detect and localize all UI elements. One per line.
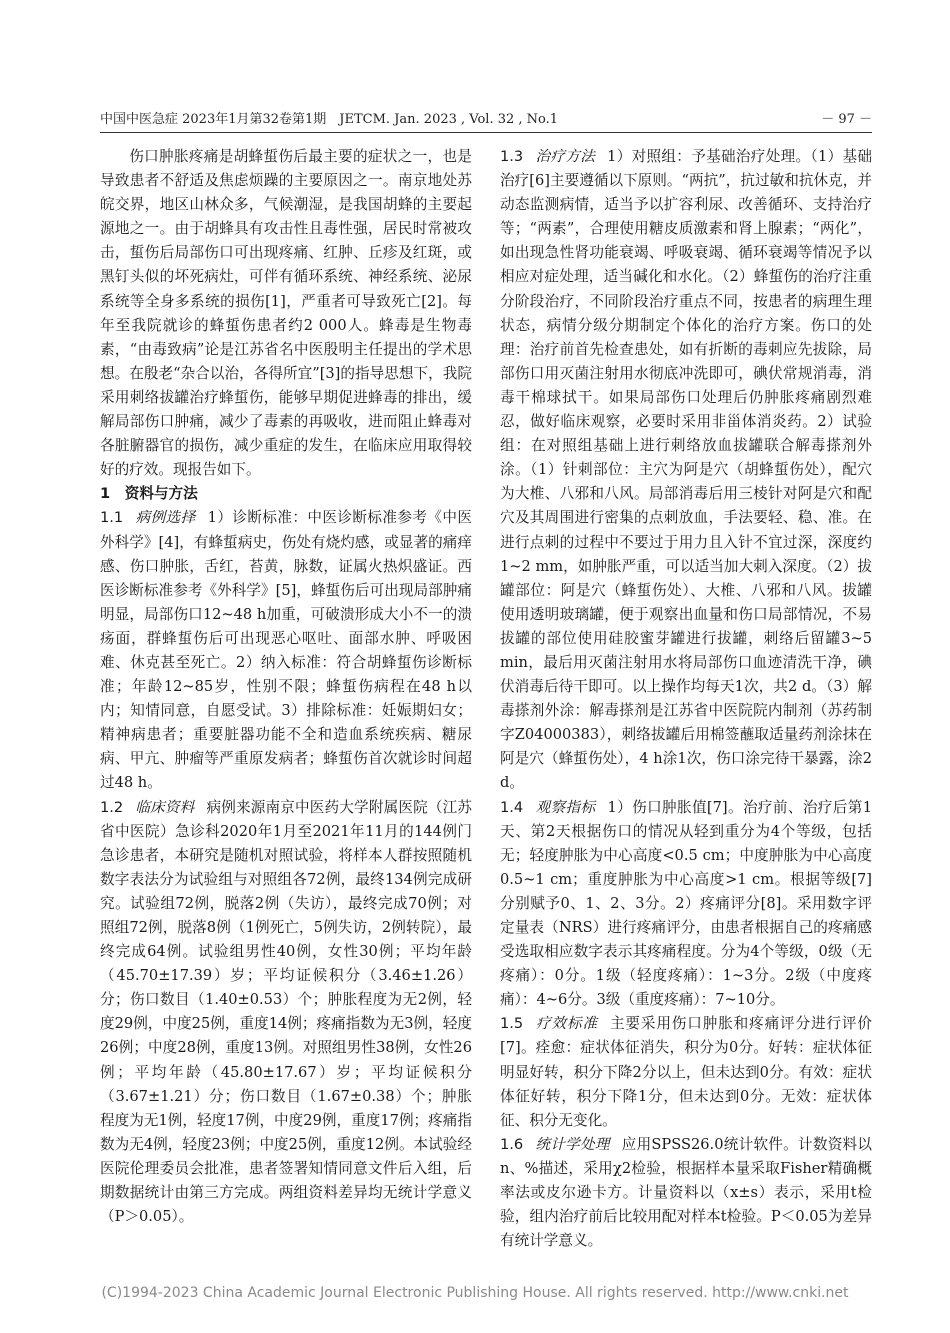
journal-header: 中国中医急症 2023年1月第32卷第1期 JETCM. Jan. 2023 , Vol. 32 , No.1 (100, 112, 559, 127)
subsection-1-2 (100, 796, 472, 1230)
subsection-title: 疗效标准 (535, 1015, 598, 1033)
subsection-number: 1.2 (100, 798, 124, 816)
subsection-text: 应用SPSS26.0统计软件。计数资料以n、%描述，采用χ2检验，根据样本量采取Fisher精确概率法或皮尔逊卡方。计量资料以（x±s）表示，采用t检验，组内治疗前后比较用配对样本t检验。P＜0.05为差异有统计学意义。 (500, 1135, 872, 1250)
subsection-title: 观察指标 (535, 798, 596, 816)
page-number: － 97 － (821, 112, 872, 127)
subsection-1-3 (500, 145, 872, 796)
subsection-number: 1.5 (500, 1015, 524, 1033)
subsection-number: 1.1 (100, 509, 124, 527)
subsection-text: 1）诊断标准：中医诊断标准参考《中医外科学》[4]，有蜂蜇病史，伤处有烧灼感，或显著的痛痒感、伤口肿胀，舌红，苔黄，脉数，证属火热炽盛证。西医诊断标准参考《外科学》[5]，蜂蜇伤后可出现局部肿痛明显，局部伤口12~48 h加重，可破溃形成大小不一的溃疡面，群蜂蜇伤后可出现恶心呕吐、面部水肿、呼吸困难、休克甚至死亡。2）纳入标准：符合胡蜂蜇伤诊断标准；年龄12~85岁，性别不限；蜂蜇伤病程在48 h以内；知情同意，自愿受试。3）排除标准：妊娠期妇女；精神病患者；重要脏器功能不全和造血系统疾病、糖尿病、甲亢、肿瘤等严重原发病者；蜂蜇伤首次就诊时间超过48 h。 (100, 509, 472, 792)
running-header (100, 112, 872, 133)
subsection-title: 病例选择 (135, 509, 196, 527)
subsection-number: 1.3 (500, 148, 524, 165)
left-column (100, 145, 472, 1229)
intro-paragraph: 伤口肿胀疼痛是胡蜂蜇伤后最主要的症状之一，也是导致患者不舒适及焦虑烦躁的主要原因之一。南京地处苏皖交界，地区山林众多，气候潮湿，是我国胡蜂的主要起源地之一。由于胡蜂具有攻击性且毒性强，居民时常被攻击，蜇伤后局部伤口可出现疼痛、红肿、丘疹及红斑，或黑钉头似的坏死病灶，可伴有循环系统、神经系统、泌尿系统等全身多系统的损伤[1]，严重者可导致死亡[2]。每年至我院就诊的蜂蜇伤患者约2 000人。蜂毒是生物毒素，“由毒致病”论是江苏省名中医殷明主任提出的学术思想。在殷老“杂合以治，各得所宜”[3]的指导思想下，我院采用刺络拔罐治疗蜂蜇伤，能够早期促进蜂毒的排出，缓解局部伤口肿痛，减少了毒素的再吸收，进而阻止蜂毒对各脏腑器官的损伤，减少重症的发生，在临床应用取得较好的疗效。现报告如下。 (100, 148, 472, 479)
section-heading: 1 资料与方法 (100, 485, 198, 503)
subsection-1-5 (500, 1012, 872, 1132)
subsection-text: 病例来源南京中医药大学附属医院（江苏省中医院）急诊科2020年1月至2021年11月的144例门急诊患者，本研究是随机对照试验，将样本人群按照随机数字表法分为试验组与对照组各72例，最终134例完成研究。试验组72例，脱落2例（失访），最终完成70例；对照组72例，脱落8例（1例死亡，5例失访，2例转院），最终完成64例。试验组男性40例，女性30例；平均年龄（45.70±17.39）岁；平均证候积分（3.46±1.26）分；伤口数目（1.40±0.53）个；肿胀程度为无2例，轻度29例，中度25例，重度14例；疼痛指数为无3例，轻度26例；中度28例，重度13例。对照组男性38例，女性26例；平均年龄（45.80±17.67）岁；平均证候积分（3.67±1.21）分；伤口数目（1.67±0.38）个；肿胀程度为无1例，轻度17例，中度29例，重度17例；疼痛指数为无4例，轻度23例；中度25例，重度12例。本试验经医院伦理委员会批准，患者签署知情同意文件后入组，后期数据统计由第三方完成。两组资料差异均无统计学意义（P＞0.05）。 (100, 798, 472, 1226)
subsection-number: 1.4 (500, 798, 524, 816)
subsection-text: 1）对照组：予基础治疗处理。（1）基础治疗[6]主要遵循以下原则。“两抗”，抗过敏和抗休克，并动态监测病情，适当予以扩容利尿、改善循环、支持治疗等；“两素”，合理使用糖皮质激素和肾上腺素；“两化”，如出现急性肾功能衰竭、呼吸衰竭、循环衰竭等情况予以相应对症处理，适当碱化和水化。（2）蜂蜇伤的治疗注重分阶段治疗，不同阶段治疗重点不同，按患者的病理生理状态，病情分级分期制定个体化的治疗方案。伤口的处理：治疗前首先检查患处，如有折断的毒刺应先拔除，局部伤口用灭菌注射用水彻底冲洗即可，碘伏常规消毒，消毒干棉球拭干。如果局部伤口处理后仍肿胀疼痛剧烈难忍，做好临床观察，必要时采用非甾体消炎药。2）试验组：在对照组基础上进行刺络放血拔罐联合解毒搽剂外涂。（1）针刺部位：主穴为阿是穴（胡蜂蜇伤处），配穴为大椎、八邪和八风。局部消毒后用三棱针对阿是穴和配穴及其周围进行密集的点刺放血，手法要轻、稳、准。在进行点刺的过程中不要过于用力且入针不宜过深，深度约1~2 mm，如肿胀严重，可以适当加大刺入深度。（2）拔罐部位：阿是穴（蜂蜇伤处）、大椎、八邪和八风。拔罐使用透明玻璃罐，便于观察出血量和伤口局部情况，不易拔罐的部位使用硅胶蜜芽罐进行拔罐，刺络后留罐3~5 min，最后用灭菌注射用水将局部伤口血迹清洗干净，碘伏消毒后待干即可。以上操作均每天1次，共2 d。（3）解毒搽剂外涂：解毒搽剂是江苏省中医院院内制剂（苏药制字Z04000383），刺络拔罐后用棉签蘸取适量药剂涂抹在阿是穴（蜂蜇伤处），4 h涂1次，伤口涂完待干暴露，涂2 d。 (500, 148, 872, 792)
subsection-1-1 (100, 506, 472, 795)
subsection-title: 治疗方法 (535, 148, 596, 165)
subsection-number: 1.6 (500, 1135, 524, 1153)
subsection-1-4 (500, 796, 872, 1013)
subsection-text: 1）伤口肿胀值[7]。治疗前、治疗后第1天、第2天根据伤口的情况从轻到重分为4个等级，包括无；轻度肿胀为中心高度<0.5 cm；中度肿胀为中心高度0.5~1 cm；重度肿胀为中心高度>1 cm。根据等级[7]分别赋予0、1、2、3分。2）疼痛评分[8]。采用数字评定量表（NRS）进行疼痛评分，由患者根据自己的疼痛感受选取相应数字表示其疼痛程度。分为4个等级，0级（无疼痛）：0分。1级（轻度疼痛）：1~3分。2级（中度疼痛）：4~6分。3级（重度疼痛）：7~10分。 (500, 798, 872, 1009)
subsection-title: 统计学处理 (535, 1135, 610, 1153)
copyright-footer: (C)1994-2023 China Academic Journal Electronic Publishing House. All rights reserved. http://www.cnki.net (101, 1285, 849, 1301)
subsection-title: 临床资料 (135, 798, 195, 816)
right-column (500, 145, 872, 1253)
subsection-text: 主要采用伤口肿胀和疼痛评分进行评价[7]。痊愈：症状体征消失，积分为0分。好转：症状体征明显好转，积分下降2分以上，但未达到0分。有效：症状体征好转，积分下降1分，但未达到0分。无效：症状体征、积分无变化。 (500, 1015, 872, 1129)
subsection-1-6 (500, 1133, 872, 1253)
